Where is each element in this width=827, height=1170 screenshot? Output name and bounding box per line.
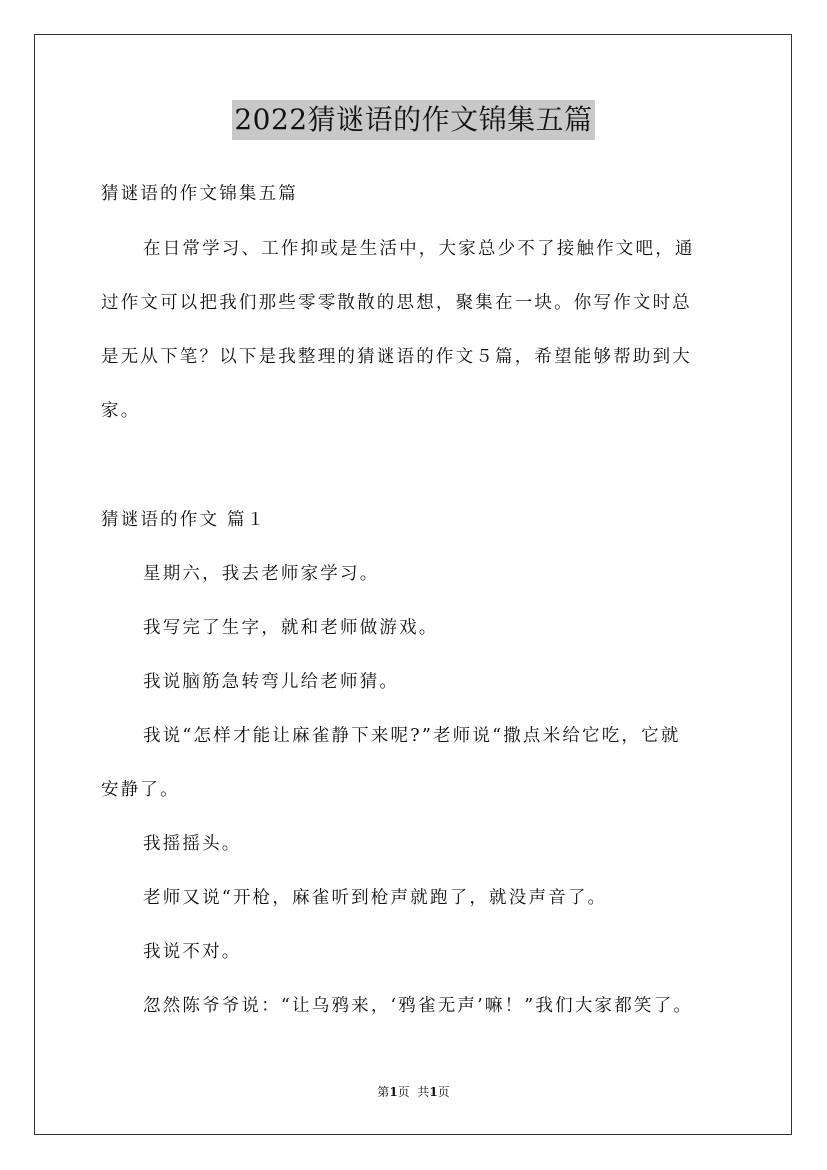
body-line-6: 我摇摇头。 — [143, 834, 242, 854]
intro-line-3: 是无从下笔？以下是我整理的猜谜语的作文５篇，希望能够帮助到大 — [101, 347, 692, 367]
intro-line-2: 过作文可以把我们那些零零散散的思想，聚集在一块。你写作文时总 — [101, 293, 692, 313]
title-container — [0, 100, 827, 140]
footer-page-prefix: 第 — [377, 1085, 390, 1099]
footer-page-mid: 页 共 — [397, 1085, 430, 1099]
body-line-7: 老师又说“开枪，麻雀听到枪声就跑了，就没声音了。 — [143, 888, 608, 908]
intro-line-4: 家。 — [101, 401, 141, 421]
footer-page-current: 1 — [389, 1085, 398, 1099]
body-line-5: 安静了。 — [101, 780, 180, 800]
body-line-2: 我写完了生字，就和老师做游戏。 — [143, 618, 439, 638]
footer-page-suffix: 页 — [437, 1085, 450, 1099]
section-heading: 猜谜语的作文 篇１ — [101, 510, 267, 530]
body-line-3: 我说脑筋急转弯儿给老师猜。 — [143, 672, 400, 692]
body-line-8: 我说不对。 — [143, 942, 242, 962]
document-title: 2022猜谜语的作文锦集五篇 — [232, 100, 594, 140]
footer-page-total: 1 — [429, 1085, 438, 1099]
body-line-9: 忽然陈爷爷说：“让乌鸦来，‘鸦雀无声’嘛！”我们大家都笑了。 — [143, 996, 694, 1016]
body-line-1: 星期六，我去老师家学习。 — [143, 564, 380, 584]
document-subtitle: 猜谜语的作文锦集五篇 — [101, 184, 298, 204]
page-footer — [0, 1084, 827, 1100]
intro-line-1: 在日常学习、工作抑或是生活中，大家总少不了接触作文吧，通 — [143, 239, 695, 259]
body-line-4: 我说“怎样才能让麻雀静下来呢?”老师说“撒点米给它吃，它就 — [143, 726, 681, 746]
